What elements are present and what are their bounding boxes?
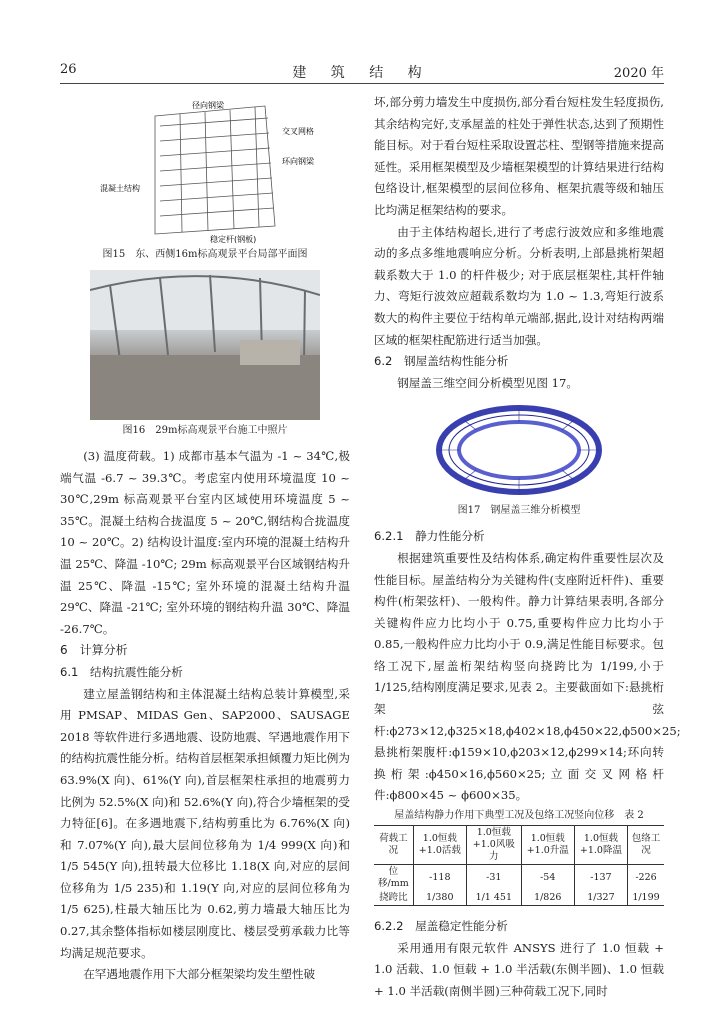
plan-drawing — [60, 96, 350, 244]
page-number: 26 — [60, 62, 77, 77]
table-header: 1.0恒载+1.0降温 — [574, 826, 627, 865]
figure-17-caption: 图17 钢屋盖三维分析模型 — [457, 505, 581, 517]
table-cell: 1/327 — [574, 891, 627, 906]
paragraph-continued: 坏,部分剪力墙发生中度损伤,部分看台短柱发生轻度损伤,其余结构完好,支承屋盖的柱处于弹性状态,达到了预期性能目标。对于看台短柱采取设置芯柱、型钢等措施来提高延性。采用框架模型及少墙框架模型的计算结果进行结构包络设计,框架模型的层间位移角、框架抗震等级和轴压比均满足框架结构的要求。 — [374, 95, 664, 217]
table-cell: -137 — [574, 865, 627, 892]
section-6-2-title: 6.2 钢屋盖结构性能分析 — [374, 354, 509, 369]
paragraph-stability: 采用通用有限元软件 ANSYS 进行了 1.0 恒载 + 1.0 活载、1.0 恒载 + 1.0 半活载(东侧半圆)、1.0 恒载 + 1.0 半活载(南侧半圆)三种荷载工况下,同时 — [374, 940, 664, 998]
table-2 — [374, 825, 664, 906]
paragraph-seismic-2: 在罕遇地震作用下大部分框架梁均发生塑性破 — [83, 967, 316, 982]
figure-16-photo — [90, 270, 320, 420]
section-6-title: 6 计算分析 — [60, 643, 128, 658]
table-header: 1.0恒载+1.0活载 — [413, 826, 466, 865]
roof-model — [434, 400, 604, 500]
table-row — [374, 865, 664, 892]
table-cell: 1/1 451 — [466, 891, 521, 906]
paragraph-temperature: (3) 温度荷载。1) 成都市基本气温为 -1 ~ 34℃,极端气温 -6.7 ~ 39.3℃。考虑室内使用环境温度 10 ~ 30℃,29m 标高观景平台室内区域使用环境温度 5 ~ 35℃。混凝土结构合拢温度 5 ~ 20℃,钢结构合拢温度 10 ~ 20℃。2) 结构设计温度:室内环境的混凝土结构升温 25℃、降温 -10℃; 29m 标高观景平台区域钢结构升温 25℃、降温 -15℃; 室外环境的混凝土结构升温 29℃、降温 -21℃; 室外环境的钢结构升温 30℃、降温 -26.7℃。 — [60, 449, 350, 636]
table-cell: -226 — [635, 872, 657, 884]
table-cell: 1/826 — [521, 891, 574, 906]
table-header: 1.0恒载+1.0风吸力 — [466, 826, 521, 865]
label-stabilizer: 稳定杆(钢板) — [210, 235, 257, 244]
construction-photo — [90, 270, 320, 420]
right-column — [374, 92, 681, 1002]
section-6-1-title: 6.1 结构抗震性能分析 — [60, 664, 183, 679]
table-cell: 1/199 — [628, 891, 664, 906]
year: 2020 年 — [613, 66, 664, 81]
table-cell: 1/380 — [413, 891, 466, 906]
left-column — [60, 92, 350, 986]
table-row — [374, 891, 664, 906]
label-ring: 环向钢梁 — [282, 157, 314, 166]
figure-15 — [60, 96, 350, 244]
table-cell: -118 — [413, 865, 466, 892]
table-cell: -31 — [466, 865, 521, 892]
paragraph-multipoint: 由于主体结构超长,进行了考虑行波效应和多维地震动的多点多维地震响应分析。分析表明,上部悬挑桁架超载系数大于 1.0 的杆件极少; 对于底层框架柱,其杆件轴力、弯矩行波效应超载系数均为 1.0 ~ 1.3,弯矩行波系数大的构件主要位于结构单元端部,据此,设计对结构两端区域的框架柱配筋进行适当加强。 — [374, 224, 664, 347]
section-6-2-1-title: 6.2.1 静力性能分析 — [374, 529, 485, 544]
header-rule — [60, 83, 664, 84]
paragraph-seismic: 建立屋盖钢结构和主体混凝土结构总装计算模型,采用 PMSAP、MIDAS Gen、SAP2000、SAUSAGE 2018 等软件进行多遇地震、设防地震、罕遇地震作用下的结构抗震性能分析。结构首层框架承担倾覆力矩比例为 63.9%(X 向)、61%(Y 向),首层框架柱承担的地震剪力比例为 52.5%(X 向)和 52.6%(Y 向),符合少墙框架的受力特征[6]。在多遇地震下,结构剪重比为 6.76%(X 向)和 7.07%(Y 向),最大层间位移角为 1/4 999(X 向)和 1/5 545(Y 向),扭转最大位移比 1.18(X 向,对应的层间位移角为 1/5 235)和 1.19(Y 向,对应的层间位移角为 1/5 625),柱最大轴压比为 0.62,剪力墙最大轴压比为 0.27,其余整体指标如楼层刚度比、楼层受剪承载力比等均满足规范要求。 — [60, 686, 350, 960]
table-2-caption: 屋盖结构静力作用下典型工况及包络工况竖向位移 表 2 — [394, 810, 644, 822]
label-cross: 交叉网格 — [282, 127, 314, 136]
table-cell: 位移/mm — [374, 865, 413, 892]
section-6-2-2-title: 6.2.2 屋盖稳定性能分析 — [374, 919, 508, 934]
label-radial: 径向钢梁 — [192, 101, 224, 110]
page-header — [60, 62, 664, 82]
section-6-2-intro: 钢屋盖三维空间分析模型见图 17。 — [397, 375, 578, 390]
journal-title: 建 筑 结 构 — [292, 65, 432, 81]
label-concrete: 混凝土结构 — [100, 184, 140, 193]
table-cell: -54 — [521, 865, 574, 892]
table-header: 包络工况 — [628, 826, 664, 865]
table-cell: 挠跨比 — [374, 891, 413, 906]
paragraph-static: 根据建筑重要性及结构体系,确定构件重要性层次及性能目标。屋盖结构分为关键构件(支座附近杆件)、重要构件(桁架弦杆)、一般构件。静力计算结果表明,各部分关键构件应力比均小于 0.75,重要构件应力比均小于 0.85,一般构件应力比均小于 0.9,满足性能目标要求。包络工况下,屋盖桁架结构竖向挠跨比为 1/199,小于 1/125,结构刚度满足要求,见表 2。主要截面如下:悬挑桁架弦杆:ϕ273×12,ϕ325×18,ϕ402×18,ϕ450×22,ϕ500×25;悬挑桁架腹杆:ϕ159×10,ϕ203×12,ϕ299×14;环向转换桁架:ϕ450×16,ϕ560×25;立面交叉网格杆件:ϕ800×45 ~ ϕ600×35。 — [374, 550, 681, 803]
figure-15-caption: 图15 东、西侧16m标高观景平台局部平面图 — [102, 249, 308, 260]
table-header: 1.0恒载+1.0升温 — [521, 826, 574, 865]
figure-16-caption: 图16 29m标高观景平台施工中照片 — [122, 425, 288, 436]
table-header: 荷载工况 — [374, 826, 413, 865]
figure-17-model — [434, 400, 604, 500]
